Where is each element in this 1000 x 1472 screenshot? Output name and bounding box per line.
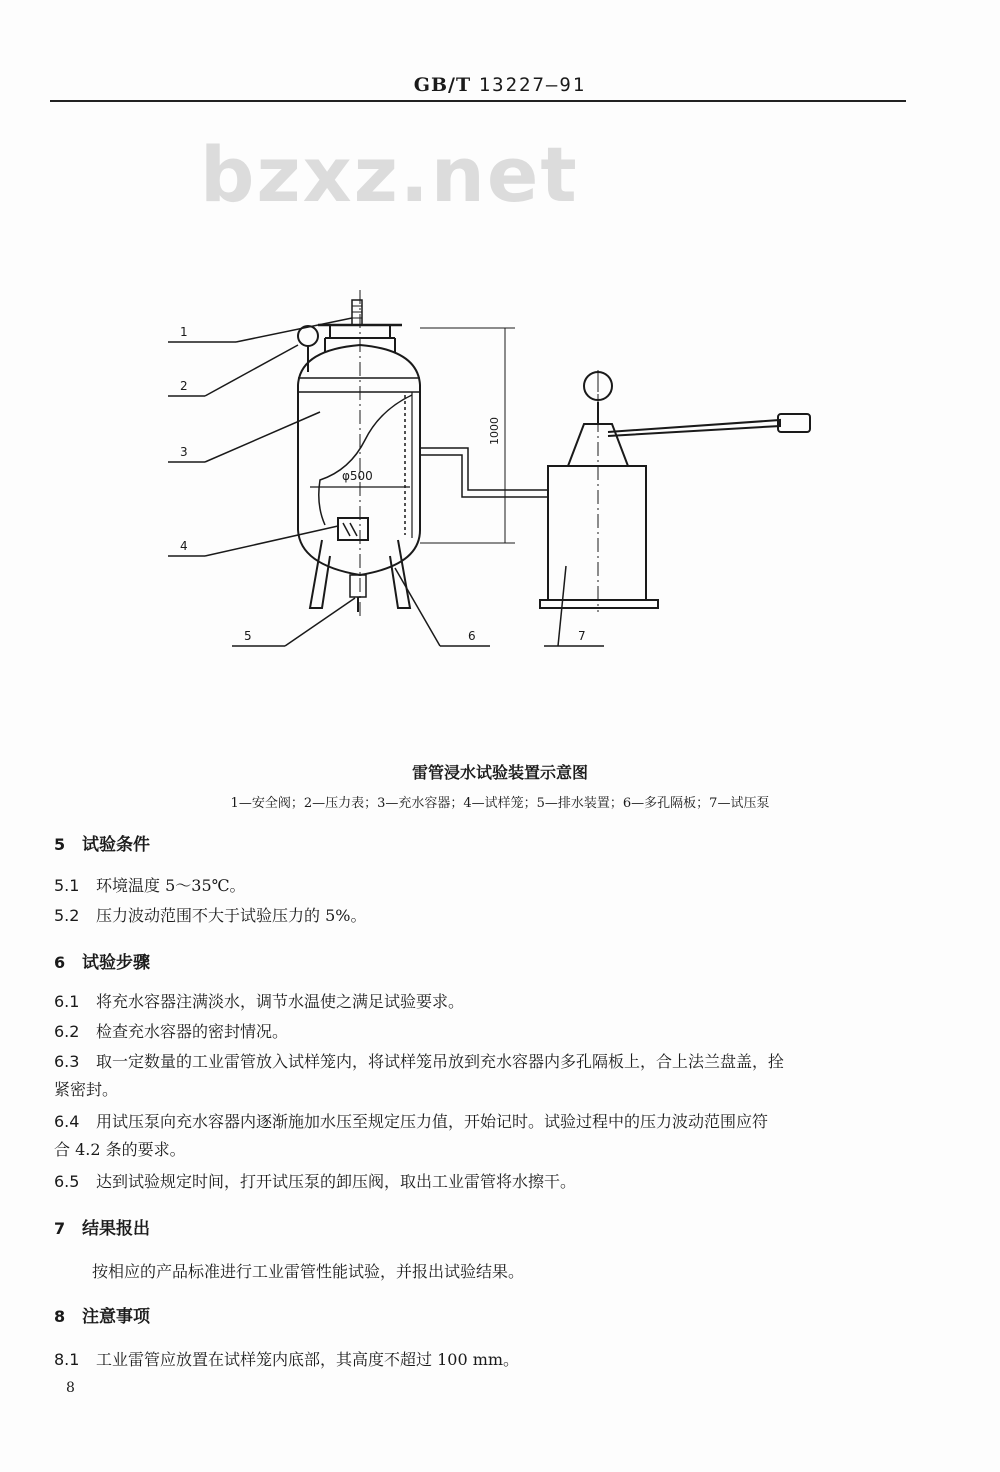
figure-legend: 1—安全阀；2—压力表；3—充水容器；4—试样笼；5—排水装置；6—多孔隔板；7—试压泵 <box>230 796 770 811</box>
clause-number: 8.1 <box>54 1350 80 1369</box>
section-5-heading <box>54 830 150 855</box>
clause-number: 6.2 <box>54 1022 80 1041</box>
clause-6-5 <box>54 1168 576 1196</box>
clause-number: 5.1 <box>54 876 80 895</box>
clause-6-4 <box>54 1108 934 1164</box>
clause-text: 用试压泵向充水容器内逐渐施加水压至规定压力值，开始记时。试验过程中的压力波动范围应符 <box>96 1112 769 1131</box>
section-number: 8 <box>54 1307 66 1326</box>
section-title: 注意事项 <box>82 1307 150 1327</box>
clause-text: 压力波动范围不大于试验压力的 5%。 <box>96 906 367 925</box>
header-rule <box>50 100 906 102</box>
connecting-pipe <box>420 448 548 497</box>
clause-5-2 <box>54 902 366 930</box>
section-number: 7 <box>54 1219 66 1238</box>
clause-number: 6.1 <box>54 992 80 1011</box>
callout-3: 3 <box>180 445 188 459</box>
clause-text: 环境温度 5～35℃。 <box>96 876 246 895</box>
clause-text: 检查充水容器的密封情况。 <box>96 1022 289 1041</box>
clause-text: 将充水容器注满淡水，调节水温使之满足试验要求。 <box>96 992 465 1011</box>
dim-diameter: φ500 <box>342 469 373 483</box>
clause-number: 6.5 <box>54 1172 80 1191</box>
callout-6: 6 <box>468 629 476 643</box>
watermark: bzxz.net <box>200 130 579 219</box>
callout-2: 2 <box>180 379 188 393</box>
apparatus-diagram <box>0 280 1000 680</box>
clause-number: 5.2 <box>54 906 80 925</box>
clause-6-2 <box>54 1018 288 1046</box>
dim-height: 1000 <box>488 417 501 445</box>
section-7-heading <box>54 1214 150 1239</box>
clause-text: 工业雷管应放置在试样笼内底部，其高度不超过 100 mm。 <box>96 1350 520 1369</box>
water-vessel <box>298 290 420 620</box>
clause-number: 6.4 <box>54 1112 80 1131</box>
page-number: 8 <box>66 1380 75 1396</box>
callout-labels <box>180 325 586 643</box>
section-number: 6 <box>54 953 66 972</box>
leader-lines <box>168 318 604 646</box>
section-8-heading <box>54 1302 150 1327</box>
pressure-pump <box>540 370 810 612</box>
section-title: 结果报出 <box>82 1219 150 1239</box>
figure-caption: 雷管浸水试验装置示意图 <box>411 763 588 782</box>
section-7-paragraph: 按相应的产品标准进行工业雷管性能试验，并报出试验结果。 <box>92 1262 525 1281</box>
standard-number: 13227—91 <box>478 74 587 96</box>
clause-text: 达到试验规定时间，打开试压泵的卸压阀，取出工业雷管将水擦干。 <box>96 1172 577 1191</box>
callout-4: 4 <box>180 539 188 553</box>
section-title: 试验步骤 <box>82 953 150 973</box>
clause-6-3 <box>54 1048 934 1104</box>
clause-text-continued: 合 4.2 条的要求。 <box>54 1140 186 1159</box>
callout-5: 5 <box>244 629 252 643</box>
page-header <box>0 74 1000 96</box>
clause-number: 6.3 <box>54 1052 80 1071</box>
callout-1: 1 <box>180 325 188 339</box>
section-title: 试验条件 <box>82 835 150 855</box>
standard-code: GB/T <box>413 74 472 96</box>
section-number: 5 <box>54 835 66 854</box>
callout-7: 7 <box>578 629 586 643</box>
clause-text-continued: 紧密封。 <box>54 1080 119 1099</box>
clause-8-1 <box>54 1346 519 1374</box>
clause-text: 取一定数量的工业雷管放入试样笼内，将试样笼吊放到充水容器内多孔隔板上，合上法兰盘盖，拴 <box>96 1052 785 1071</box>
clause-5-1 <box>54 872 246 900</box>
clause-6-1 <box>54 988 464 1016</box>
section-6-heading <box>54 948 150 973</box>
